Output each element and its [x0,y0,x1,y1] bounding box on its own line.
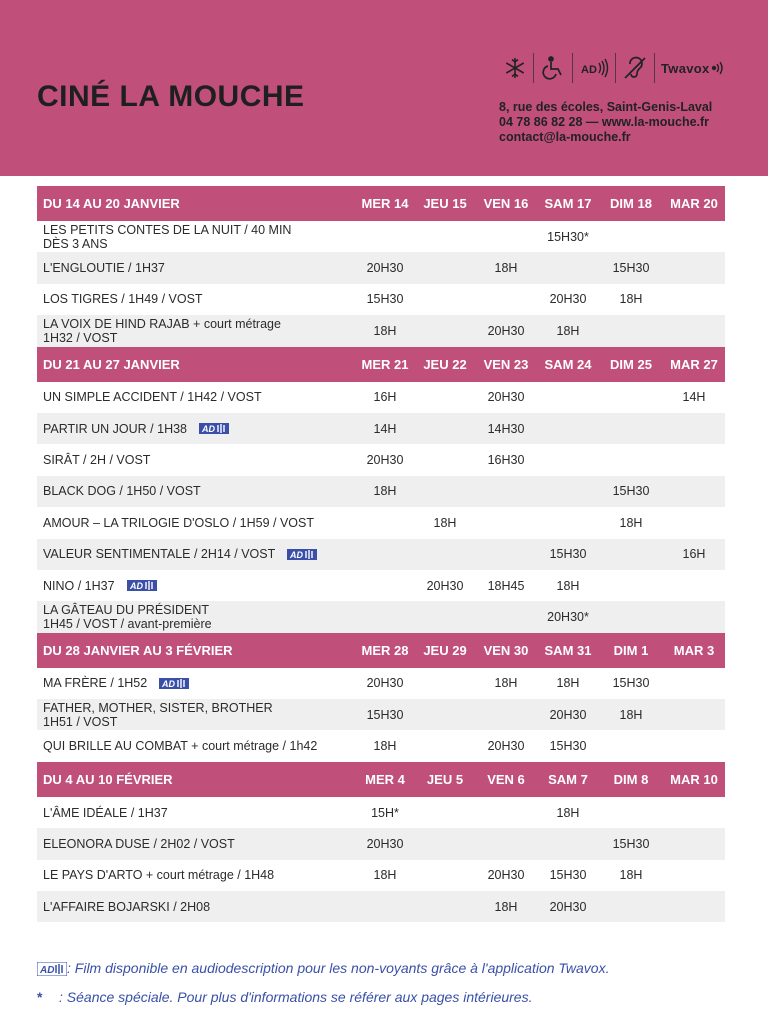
week-header [37,186,725,221]
film-cell [37,453,355,467]
twavox-label: Twavox [661,60,710,76]
film-cell [37,837,355,851]
day-header: MAR 10 [670,771,718,787]
film-cell [37,739,355,753]
film-row [37,668,725,699]
film-title: LOS TIGRES / 1H49 / VOST [43,292,203,307]
showtime: 15H30 [549,547,587,562]
showtime: 18H [433,515,457,530]
address-street: 8, rue des écoles, Saint-Genis-Laval [499,100,713,114]
showtime: 15H30 [366,707,404,722]
showtime: 20H30 [549,899,587,914]
audio-description-icon [199,423,229,434]
showtime: 15H30* [547,229,589,244]
film-row [37,891,725,922]
film-cell [37,806,355,820]
day-header: SAM 17 [544,196,592,211]
week-films [37,221,725,347]
showtime: 14H [373,421,397,436]
day-header: DIM 8 [613,771,649,787]
film-row [37,797,725,828]
film-cell [37,547,355,561]
film-row [37,539,725,570]
showtime: 18H [373,484,397,499]
day-header: MAR 3 [673,642,715,658]
showtime: 18H [494,676,518,691]
week-label: DU 4 AU 10 FÉVRIER [43,771,173,787]
accessibility-icons [497,52,732,84]
ad-legend [37,954,737,983]
showtime: 18H [373,739,397,754]
film-title: UN SIMPLE ACCIDENT / 1H42 / VOST [43,390,262,405]
day-header: MER 21 [361,356,409,372]
day-header: MER 28 [361,642,409,658]
film-title: LA GÂTEAU DU PRÉSIDENT 1H45 / VOST / avant-première [43,602,212,631]
showtime: 20H30 [487,323,525,338]
film-row [37,860,725,891]
wheelchair-icon [534,54,572,82]
film-row [37,476,725,507]
showtime: 18H [373,323,397,338]
film-title: MA FRÈRE / 1H52 [43,676,148,691]
showtime: 20H30* [547,609,589,624]
schedule-table [37,186,725,922]
day-header: DIM 1 [613,642,649,658]
film-row [37,315,725,346]
showtime: 15H30 [366,292,404,307]
day-header: SAM 24 [544,356,592,372]
film-row [37,444,725,475]
icon-separator [654,53,655,83]
showtime: 20H30 [366,676,404,691]
showtime: 16H [682,547,706,562]
film-cell [37,516,355,530]
icon-separator [615,53,616,83]
svg-text:AD: AD [129,581,143,592]
film-row [37,601,725,632]
hearing-impaired-icon [616,54,654,82]
showtime: 15H30 [549,739,587,754]
showtime: 15H30 [549,868,587,883]
asterisk-symbol: * [37,989,43,1005]
film-title: L'ÂME IDÉALE / 1H37 [43,805,168,820]
film-row [37,382,725,413]
film-row [37,252,725,283]
film-title: VALEUR SENTIMENTALE / 2H14 / VOST [43,547,276,562]
svg-text:AD: AD [581,64,597,76]
day-header: DIM 25 [610,356,652,372]
film-row [37,730,725,761]
address-email: contact@la-mouche.fr [499,130,631,144]
showtime: 15H* [371,805,399,820]
film-title: QUI BRILLE AU COMBAT + court métrage / 1h42 [43,739,318,754]
film-title: BLACK DOG / 1H50 / VOST [43,484,201,499]
week-label: DU 21 AU 27 JANVIER [43,356,180,372]
sound-waves-icon [710,60,726,76]
film-cell [37,676,355,690]
showtime: 20H30 [487,390,525,405]
week-header [37,762,725,797]
film-title: ELEONORA DUSE / 2H02 / VOST [43,836,235,851]
film-title: L'ENGLOUTIE / 1H37 [43,261,165,276]
showtime: 15H30 [612,836,650,851]
week-header [37,633,725,668]
audio-description-icon [159,678,189,689]
week-label: DU 14 AU 20 JANVIER [43,196,180,211]
day-header: JEU 29 [423,642,467,658]
film-cell [37,603,355,631]
week-block [37,633,725,762]
showtime: 16H [373,390,397,405]
week-header [37,347,725,382]
showtime: 20H30 [366,261,404,276]
week-films [37,382,725,633]
showtime: 18H [556,676,580,691]
day-header: VEN 6 [487,771,525,787]
film-cell [37,900,355,914]
showtime: 16H30 [487,453,525,468]
day-header: SAM 7 [548,771,588,787]
week-block [37,347,725,633]
film-cell [37,261,355,275]
day-header: JEU 15 [423,196,467,211]
cinema-address [499,100,712,145]
day-header: SAM 31 [544,642,592,658]
film-cell [37,390,355,404]
special-legend-text: : Séance spéciale. Pour plus d'informations se référer aux pages intérieures. [59,989,533,1005]
film-row [37,413,725,444]
icon-separator [533,53,534,83]
day-header: JEU 22 [423,356,467,372]
showtime: 20H30 [549,707,587,722]
showtime: 18H [619,515,643,530]
twavox-logo [655,54,732,82]
film-row [37,699,725,730]
showtime: 18H [556,323,580,338]
week-films [37,668,725,762]
film-title: FATHER, MOTHER, SISTER, BROTHER 1H51 / VOST [43,700,273,729]
ad-legend-text: : Film disponible en audiodescription pour les non-voyants grâce à l'application Twavox. [67,960,610,976]
header-banner [0,0,768,176]
week-block [37,762,725,923]
svg-text:AD: AD [40,964,55,976]
special-legend [37,983,737,1012]
svg-text:AD: AD [202,424,216,435]
film-row [37,221,725,252]
showtime: 15H30 [612,261,650,276]
showtime: 18H [619,707,643,722]
film-title: LE PAYS D'ARTO + court métrage / 1H48 [43,868,275,883]
showtime: 18H [619,868,643,883]
day-header: MAR 27 [670,356,718,372]
day-header: VEN 23 [483,356,529,372]
day-header: DIM 18 [610,196,652,211]
showtime: 18H [556,578,580,593]
svg-text:AD: AD [162,678,176,689]
film-cell [37,292,355,306]
film-title: SIRÂT / 2H / VOST [43,453,151,468]
film-title: LA VOIX DE HIND RAJAB + court métrage 1H32 / VOST [43,316,281,345]
week-films [37,797,725,923]
showtime: 18H [619,292,643,307]
showtime: 20H30 [487,739,525,754]
film-title: LES PETITS CONTES DE LA NUIT / 40 MIN DÈS 3 ANS [43,222,292,251]
showtime: 14H [682,390,706,405]
audio-description-icon [37,962,67,976]
day-header: MER 14 [361,196,409,211]
day-header: JEU 5 [426,771,464,787]
cinema-title: CINÉ LA MOUCHE [37,80,305,113]
week-label: DU 28 JANVIER AU 3 FÉVRIER [43,642,233,658]
day-header: MAR 20 [670,196,718,211]
film-cell [37,868,355,882]
snowflake-icon [497,54,533,82]
showtime: 18H [373,868,397,883]
film-title: L'AFFAIRE BOJARSKI / 2H08 [43,899,211,914]
showtime: 18H [494,899,518,914]
film-title: AMOUR – LA TRILOGIE D'OSLO / 1H59 / VOST [43,515,314,530]
film-cell [37,317,355,345]
showtime: 20H30 [366,836,404,851]
film-title: PARTIR UN JOUR / 1H38 [43,421,188,436]
showtime: 14H30 [487,421,525,436]
showtime: 15H30 [612,676,650,691]
day-header: VEN 30 [483,642,529,658]
film-row [37,284,725,315]
legend-notes [37,954,737,1012]
showtime: 15H30 [612,484,650,499]
showtime: 20H30 [366,453,404,468]
day-header: VEN 16 [483,196,529,211]
showtime: 18H [556,805,580,820]
showtime: 18H45 [487,578,525,593]
svg-text:AD: AD [290,549,304,560]
day-header: MER 4 [365,771,405,787]
film-row [37,570,725,601]
icon-separator [572,53,573,83]
address-phone-web: 04 78 86 82 28 — www.la-mouche.fr [499,115,710,129]
week-block [37,186,725,347]
film-cell [37,484,355,498]
film-cell [37,223,355,251]
audio-description-icon [127,580,157,591]
showtime: 18H [494,261,518,276]
audio-description-icon [287,549,317,560]
audio-description-icon [573,54,615,82]
film-cell [37,422,355,436]
showtime: 20H30 [487,868,525,883]
film-title: NINO / 1H37 [43,578,115,593]
film-row [37,507,725,538]
film-cell [37,701,355,729]
showtime: 20H30 [549,292,587,307]
film-cell [37,579,355,593]
showtime: 20H30 [426,578,464,593]
film-row [37,828,725,859]
